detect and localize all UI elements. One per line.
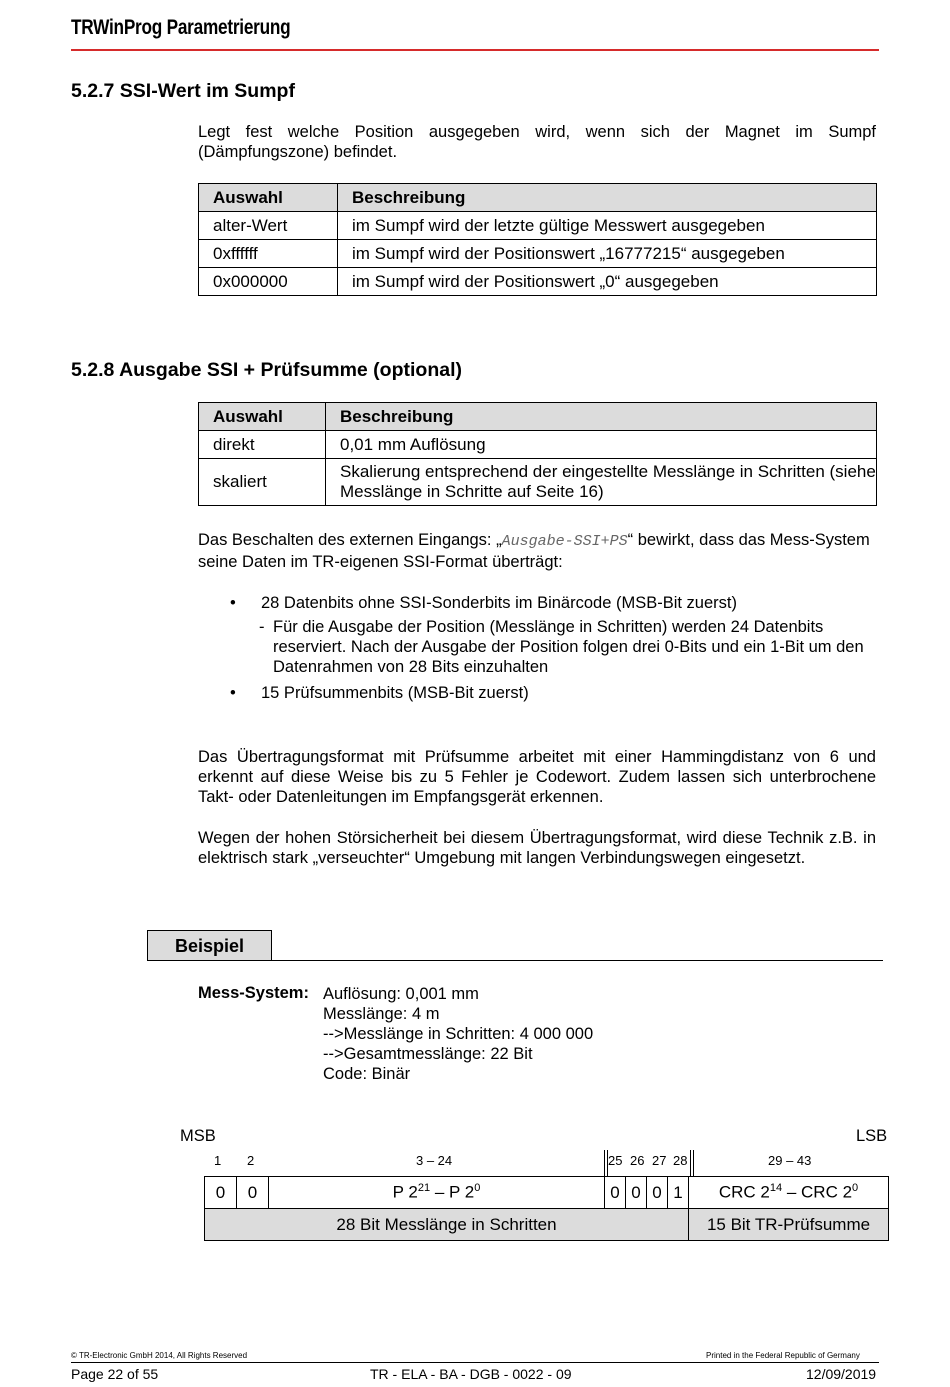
table-row xyxy=(205,1209,889,1241)
bit-cell: 1 xyxy=(668,1177,689,1209)
paragraph-stoersicherheit: Wegen der hohen Störsicherheit bei diesem Übertragungsformat, wird diese Technik z.B. in elektrisch stark „verseuchter“ Umgebung mit langen Verbindungswegen eingesetzt. xyxy=(198,829,876,867)
bit-separator xyxy=(607,1150,608,1176)
superscript: 14 xyxy=(769,1182,783,1195)
paragraph-hamming: Das Übertragungsformat mit Prüfsumme arbeitet mit einer Hammingdistanz von 6 und erkennt auf diese Weise bis zu 5 Fehler je Codewort. Zudem lassen sich unterbrochene Takt- oder Datenleitungen im Empfangsgerät erkennen. xyxy=(198,748,876,806)
example-line: Messlänge: 4 m xyxy=(323,1005,440,1023)
example-lines xyxy=(323,984,593,1084)
footer-doc-id: TR - ELA - BA - DGB - 0022 - 09 xyxy=(370,1366,572,1382)
table-row xyxy=(199,459,877,506)
bit-number: 29 – 43 xyxy=(768,1153,812,1168)
table-cell: Skalierung entsprechend der eingestellte Messlänge in Schritten (siehe Messlänge in Schritte auf Seite 16) xyxy=(326,459,877,506)
text-span: “ bewirkt, dass das Mess-System seine Daten im TR-eigenen SSI-Format überträgt: xyxy=(198,531,870,571)
table-cell: im Sumpf wird der Positionswert „0“ ausgegeben xyxy=(338,268,877,296)
superscript: 21 xyxy=(417,1182,431,1195)
table-row xyxy=(199,431,877,459)
bit-cell-crc xyxy=(689,1177,889,1209)
bit-number: 1 xyxy=(214,1153,222,1168)
text-span: Das Beschalten des externen Eingangs: „ xyxy=(198,531,502,549)
bit-number: 27 xyxy=(652,1153,667,1168)
example-line: -->Gesamtmesslänge: 22 Bit xyxy=(323,1045,533,1063)
bit-cell: 0 xyxy=(605,1177,626,1209)
table-cell: direkt xyxy=(199,431,326,459)
footer-page-number: Page 22 of 55 xyxy=(71,1366,159,1382)
example-line: Code: Binär xyxy=(323,1065,411,1083)
msb-label: MSB xyxy=(180,1127,216,1145)
bit-cell: 0 xyxy=(237,1177,269,1209)
page-header-title: TRWinProg Parametrierung xyxy=(71,16,291,39)
text-span: P 2 xyxy=(392,1182,418,1202)
table-row xyxy=(199,240,877,268)
bit-cell-position xyxy=(269,1177,605,1209)
text-span: CRC 2 xyxy=(718,1182,770,1202)
example-rule xyxy=(272,960,883,961)
table-row xyxy=(205,1177,889,1209)
superscript: 0 xyxy=(852,1182,859,1195)
list-item xyxy=(230,593,880,615)
table-cell: 0,01 mm Auflösung xyxy=(326,431,877,459)
bullet-icon: • xyxy=(230,684,236,702)
text-span: – CRC 2 xyxy=(782,1182,853,1202)
bit-number: 2 xyxy=(247,1153,255,1168)
table-cell: 0x000000 xyxy=(199,268,338,296)
example-label: Mess-System: xyxy=(198,984,309,1002)
footer-rule xyxy=(71,1362,879,1363)
code-span: Ausgabe-SSI+PS xyxy=(501,533,628,550)
list-item-text: 28 Datenbits ohne SSI-Sonderbits im Binärcode (MSB-Bit zuerst) xyxy=(261,594,737,612)
ssi-sumpf-table xyxy=(198,183,877,296)
section-intro: Legt fest welche Position ausgegeben wird, wenn sich der Magnet im Sumpf (Dämpfungszone) befindet. xyxy=(198,123,876,161)
footer-date: 12/09/2019 xyxy=(806,1366,877,1382)
table-row xyxy=(199,212,877,240)
superscript: 0 xyxy=(474,1182,481,1195)
bit-number: 25 xyxy=(608,1153,623,1168)
table-header-auswahl: Auswahl xyxy=(199,403,326,431)
bullet-icon: • xyxy=(230,594,236,612)
section-heading-ausgabe-ssi: 5.2.8 Ausgabe SSI + Prüfsumme (optional) xyxy=(71,359,462,381)
list-subitem xyxy=(230,617,880,683)
paragraph-external-input xyxy=(198,530,878,572)
lsb-label: LSB xyxy=(856,1127,888,1145)
bit-number: 3 – 24 xyxy=(416,1153,453,1168)
table-cell: im Sumpf wird der letzte gültige Messwert ausgegeben xyxy=(338,212,877,240)
example-line: Auflösung: 0,001 mm xyxy=(323,985,479,1003)
bullet-list xyxy=(230,593,880,705)
bit-cell: 0 xyxy=(626,1177,647,1209)
section-heading-ssi-wert: 5.2.7 SSI-Wert im Sumpf xyxy=(71,80,295,102)
table-header-auswahl: Auswahl xyxy=(199,184,338,212)
dash-icon: - xyxy=(259,618,265,636)
bit-frame-table xyxy=(204,1176,889,1241)
table-header-beschreibung: Beschreibung xyxy=(338,184,877,212)
table-cell: skaliert xyxy=(199,459,326,506)
bit-separator xyxy=(604,1150,605,1176)
table-row xyxy=(199,268,877,296)
bit-number: 26 xyxy=(630,1153,645,1168)
bit-separator xyxy=(693,1150,694,1176)
bit-group-label: 15 Bit TR-Prüfsumme xyxy=(689,1209,889,1241)
ssi-ausgabe-table xyxy=(198,402,877,506)
bit-cell: 0 xyxy=(647,1177,668,1209)
example-line: -->Messlänge in Schritten: 4 000 000 xyxy=(323,1025,594,1043)
table-header-beschreibung: Beschreibung xyxy=(326,403,877,431)
table-cell: alter-Wert xyxy=(199,212,338,240)
table-cell: 0xffffff xyxy=(199,240,338,268)
text-span: – P 2 xyxy=(430,1182,475,1202)
footer-printed: Printed in the Federal Republic of Germany xyxy=(706,1351,860,1360)
header-rule xyxy=(71,49,879,51)
footer-copyright: © TR-Electronic GmbH 2014, All Rights Reserved xyxy=(71,1351,248,1360)
list-subitem-text: Für die Ausgabe der Position (Messlänge in Schritten) werden 24 Datenbits reserviert. Nach der Ausgabe der Position folgen drei 0-Bits und ein 1-Bit um den Datenrahmen von 28 Bits einzuhalten xyxy=(273,618,864,676)
list-item-text: 15 Prüfsummenbits (MSB-Bit zuerst) xyxy=(261,684,529,702)
table-cell: im Sumpf wird der Positionswert „16777215“ ausgegeben xyxy=(338,240,877,268)
example-box-label: Beispiel xyxy=(147,930,272,961)
bit-cell: 0 xyxy=(205,1177,237,1209)
bit-number: 28 xyxy=(673,1153,688,1168)
bit-group-label: 28 Bit Messlänge in Schritten xyxy=(205,1209,689,1241)
list-item xyxy=(230,683,880,705)
bit-separator xyxy=(690,1150,691,1176)
